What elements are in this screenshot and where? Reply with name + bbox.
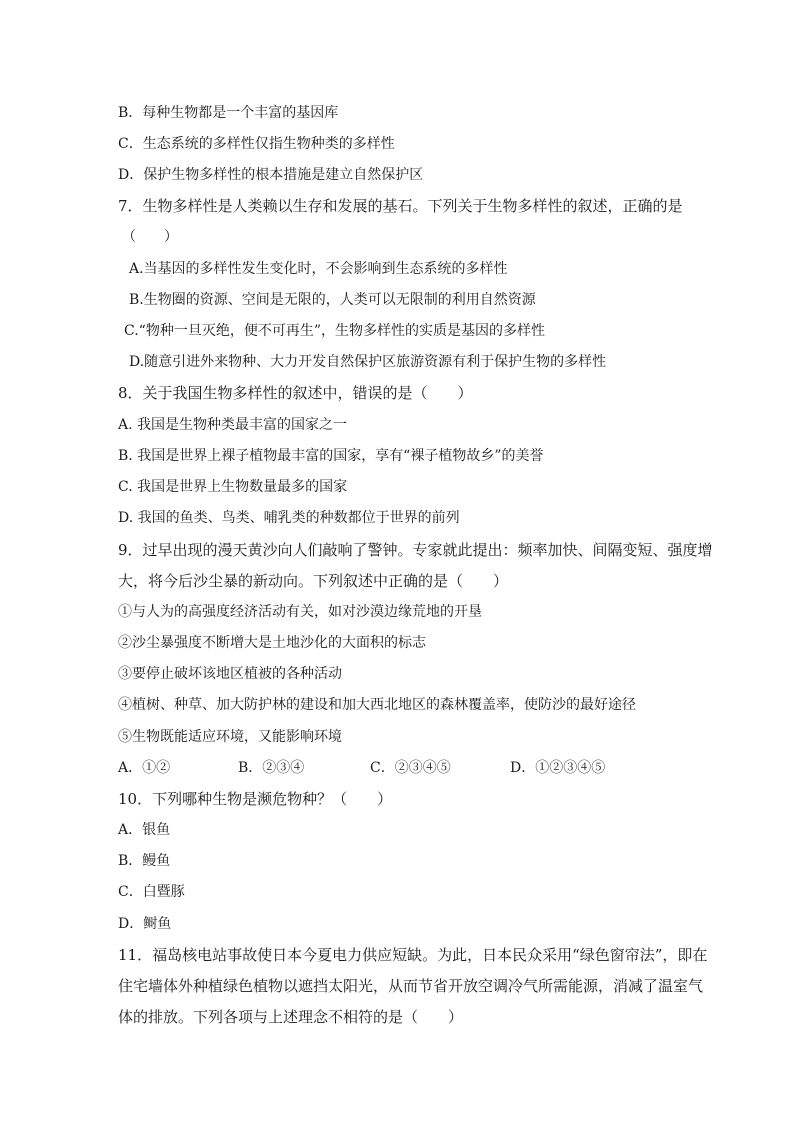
q6-option-b: B．每种生物都是一个丰富的基因库 [118, 105, 339, 121]
q8-option-d: D. 我国的鱼类、鸟类、哺乳类的种数都位于世界的前列 [118, 510, 460, 526]
q8-option-c: C. 我国是世界上生物数量最多的国家 [118, 479, 348, 495]
q9-stem-line2: 大，将今后沙尘暴的新动向。下列叙述中正确的是（ ） [118, 572, 509, 590]
q9-options-row [0, 759, 794, 777]
q8-option-a: A. 我国是生物种类最丰富的国家之一 [118, 417, 348, 433]
q10-option-d: D．鲥鱼 [118, 916, 172, 932]
q10-stem: 10．下列哪种生物是濒危物种？（ ） [118, 790, 393, 808]
q9-option-a: A．①② [118, 760, 171, 776]
q8-option-b: B. 我国是世界上裸子植物最丰富的国家，享有“裸子植物故乡”的美誉 [118, 448, 544, 464]
q7-stem-line1: 7．生物多样性是人类赖以生存和发展的基石。下列关于生物多样性的叙述，正确的是 [118, 197, 683, 215]
q11-stem-line1: 11．福岛核电站事故使日本今夏电力供应短缺。为此，日本民众采用“绿色窗帘法”，即在 [118, 946, 708, 964]
q10-option-c: C．白暨豚 [118, 884, 185, 900]
q6-option-c: C．生态系统的多样性仅指生物种类的多样性 [118, 136, 395, 152]
q7-option-a: A.当基因的多样性发生变化时，不会影响到生态系统的多样性 [129, 261, 508, 277]
q6-option-d: D．保护生物多样性的根本措施是建立自然保护区 [118, 167, 424, 183]
q11-stem-line2: 住宅墙体外种植绿色植物以遮挡太阳光，从而节省开放空调冷气所需能源，消减了温室气 [118, 977, 704, 995]
q9-statement-4: ④植树、种草、加大防护林的建设和加大西北地区的森林覆盖率，使防沙的最好途径 [118, 697, 636, 713]
q9-stem-line1: 9．过早出现的漫天黄沙向人们敲响了警钟。专家就此提出：频率加快、间隔变短、强度增 [118, 541, 713, 559]
q10-option-b: B．鳗鱼 [118, 853, 171, 869]
q9-option-d: D．①②③④⑤ [510, 760, 606, 776]
q9-statement-2: ②沙尘暴强度不断增大是土地沙化的大面积的标志 [118, 635, 426, 651]
q7-stem-line2: （ ） [122, 229, 178, 245]
q7-option-c: C.“物种一旦灭绝，便不可再生”，生物多样性的实质是基因的多样性 [124, 323, 545, 339]
q8-stem: 8．关于我国生物多样性的叙述中，错误的是（ ） [118, 384, 473, 402]
q9-statement-5: ⑤生物既能适应环境，又能影响环境 [118, 729, 342, 745]
q9-option-c: C．②③④⑤ [370, 760, 451, 776]
q11-stem-line3: 体的排放。下列各项与上述理念不相符的是（ ） [118, 1008, 464, 1026]
q10-option-a: A．银鱼 [118, 822, 171, 838]
q9-statement-3: ③要停止破坏该地区植被的各种活动 [118, 666, 342, 682]
q7-option-b: B.生物圈的资源、空间是无限的，人类可以无限制的利用自然资源 [129, 292, 536, 308]
q9-option-b: B．②③④ [238, 760, 305, 776]
q7-option-d: D.随意引进外来物种、大力开发自然保护区旅游资源有利于保护生物的多样性 [129, 354, 607, 370]
q9-statement-1: ①与人为的高强度经济活动有关，如对沙漠边缘荒地的开垦 [118, 604, 482, 620]
